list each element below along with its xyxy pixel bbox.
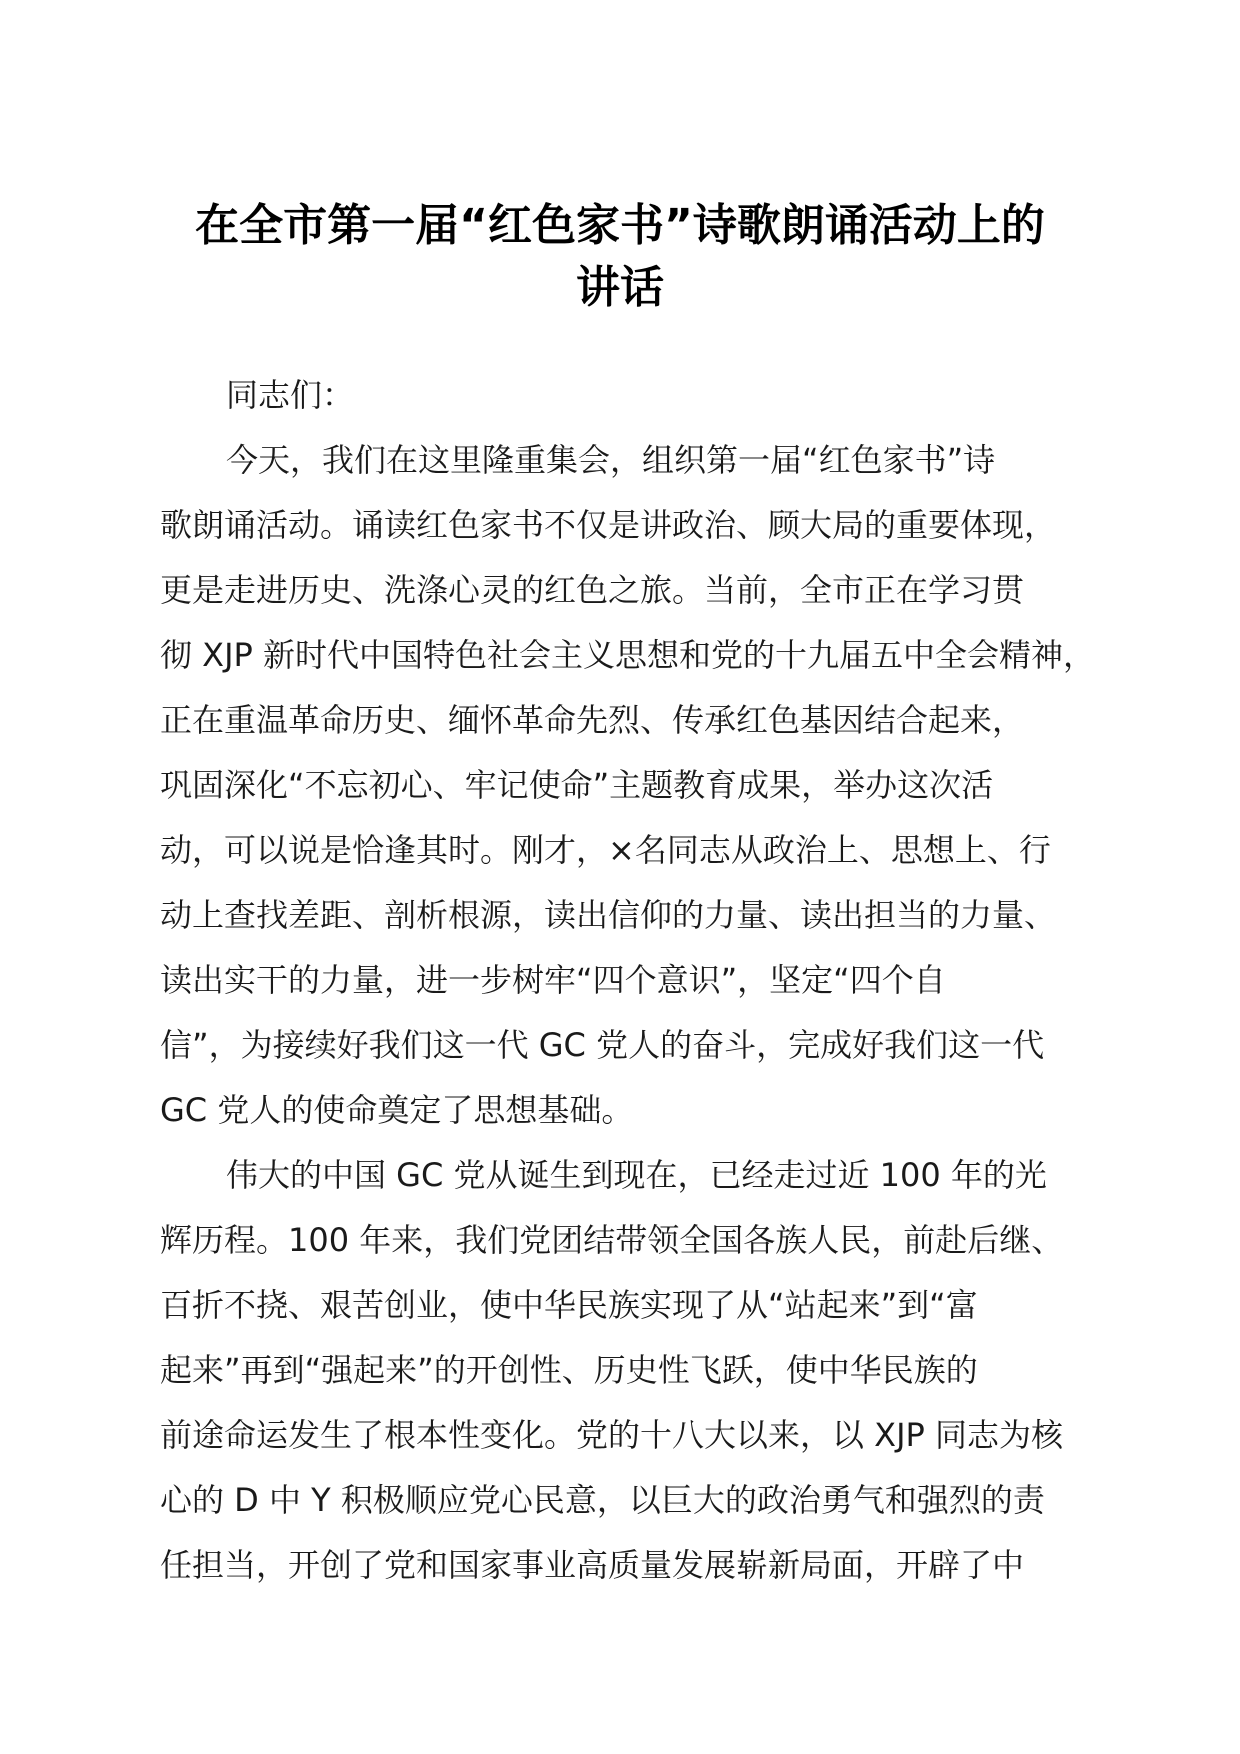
paragraph-line: 伟大的中国 GC 党从诞生到现在，已经走过近 100 年的光 <box>226 1156 1047 1194</box>
title-line-2: 讲话 <box>576 262 664 313</box>
document-title <box>150 195 1090 319</box>
paragraph-line: 前途命运发生了根本性变化。党的十八大以来，以 XJP 同志为核 <box>160 1416 1064 1454</box>
paragraph-line: 歌朗诵活动。诵读红色家书不仅是讲政治、顾大局的重要体现， <box>160 506 1057 544</box>
paragraph-line: 辉历程。100 年来，我们党团结带领全国各族人民，前赴后继、 <box>160 1221 1064 1259</box>
paragraph-line: 更是走进历史、洗涤心灵的红色之旅。当前，全市正在学习贯 <box>160 571 1025 609</box>
greeting: 同志们： <box>226 376 355 414</box>
paragraph-line: 心的 D 中 Y 积极顺应党心民意，以巨大的政治勇气和强烈的责 <box>160 1481 1045 1519</box>
paragraph-line: 今天，我们在这里隆重集会，组织第一届“红色家书”诗 <box>226 441 996 479</box>
paragraph-line: 任担当，开创了党和国家事业高质量发展崭新局面，开辟了中 <box>160 1546 1025 1584</box>
paragraph-1 <box>160 428 1120 1143</box>
paragraph-line: 动，可以说是恰逢其时。刚才，×名同志从政治上、思想上、行 <box>160 831 1051 869</box>
paragraph-line: 正在重温革命历史、缅怀革命先烈、传承红色基因结合起来， <box>160 701 1025 739</box>
paragraph-line: 彻 XJP 新时代中国特色社会主义思想和党的十九届五中全会精神， <box>160 636 1096 674</box>
title-line-1: 在全市第一届“红色家书”诗歌朗诵活动上的 <box>195 200 1045 251</box>
paragraph-2 <box>160 1143 1120 1598</box>
paragraph-line: 百折不挠、艰苦创业，使中华民族实现了从“站起来”到“富 <box>160 1286 978 1324</box>
paragraph-line: GC 党人的使命奠定了思想基础。 <box>160 1091 634 1129</box>
paragraph-line: 动上查找差距、剖析根源，读出信仰的力量、读出担当的力量、 <box>160 896 1057 934</box>
paragraph-line: 巩固深化“不忘初心、牢记使命”主题教育成果，举办这次活 <box>160 766 994 804</box>
paragraph-line: 读出实干的力量，进一步树牢“四个意识”，坚定“四个自 <box>160 961 946 999</box>
paragraph-line: 起来”再到“强起来”的开创性、历史性飞跃，使中华民族的 <box>160 1351 978 1389</box>
document-body <box>160 363 1120 1598</box>
paragraph-line: 信”，为接续好我们这一代 GC 党人的奋斗，完成好我们这一代 <box>160 1026 1045 1064</box>
